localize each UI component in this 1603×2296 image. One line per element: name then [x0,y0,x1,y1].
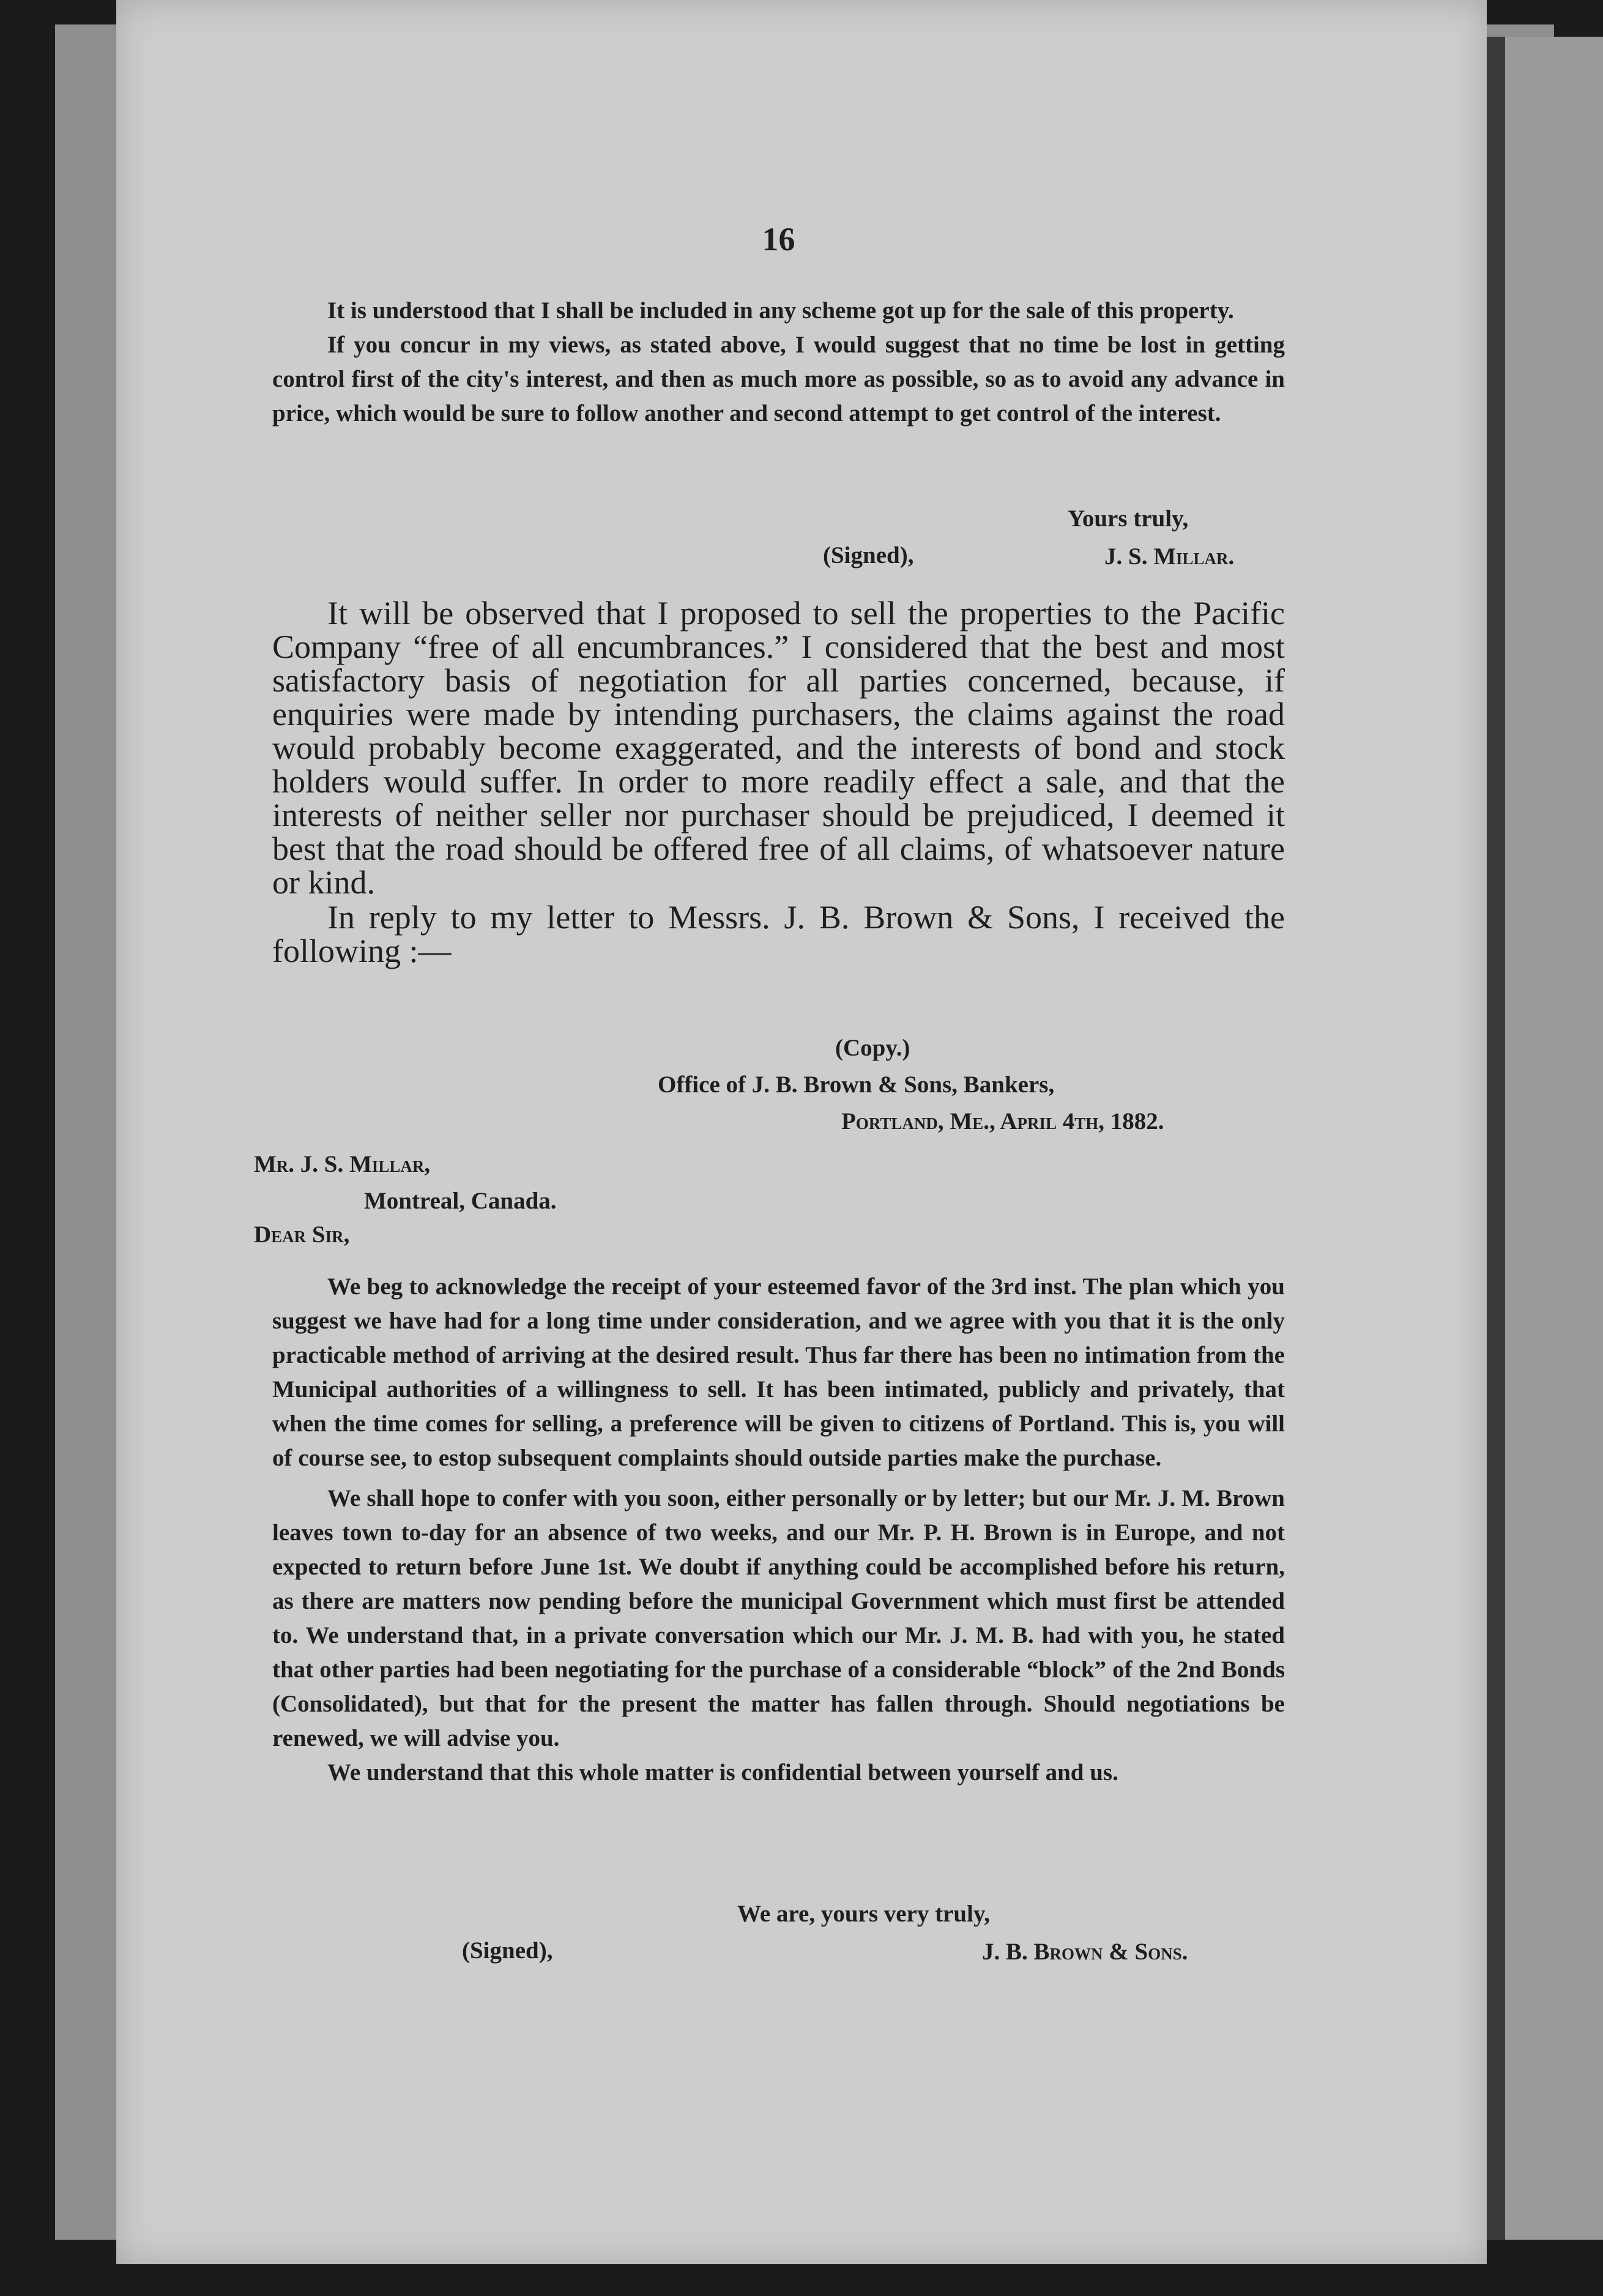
brown-paragraph-1: We beg to acknowledge the receipt of your esteemed favor of the 3rd inst. The plan which you suggest we have had for a long time under consideration, and we agree with you that it is the only practicable method of arriving at the desired result. Thus far there has been no intimation from the Municipal authorities of a willingness to sell. It has been intimated, publicly and privately, that when the time comes for selling, a preference will be given to citizens of Portland. This is, you will of course see, to estop subsequent complaints should outside parties make the purchase. [272,1273,1285,1471]
narrative [272,597,1285,968]
millar-signature: J. S. Millar. [1104,543,1235,570]
address: Montreal, Canada. [364,1188,557,1214]
millar-closing: Yours truly, [1068,505,1189,532]
copy-label: (Copy.) [835,1035,910,1061]
brown-paragraph-3: We understand that this whole matter is confidential between yourself and us. [327,1759,1118,1786]
brown-paragraph-2: We shall hope to confer with you soon, either personally or by letter; but our Mr. J. M. Brown leaves town to-day for an absence of two weeks, and our Mr. P. H. Brown is in Europe, and not expected to return before June 1st. We doubt if anything could be accomplished before his return, as there are matters now pending before the municipal Government which must first be attended to. We understand that, in a private conversation which our Mr. J. M. B. had with you, he stated that other parties had been negotiating for the purchase of a considerable “block” of the 2nd Bonds (Consolidated), but that for the present the matter has fallen through. Should negotiations be renewed, we will advise you. [272,1485,1285,1751]
millar-paragraph-1: It is understood that I shall be included in any scheme got up for the sale of this property. [327,297,1234,324]
document-page [116,0,1487,2264]
office-line: Office of J. B. Brown & Sons, Bankers, [658,1072,1055,1098]
binding-gutter [1487,37,1505,2240]
brown-letter-body [272,1270,1285,1790]
brown-signed: (Signed), [462,1937,553,1964]
page-number: 16 [762,221,795,258]
adjacent-page-edge [1505,37,1603,2240]
brown-signature: J. B. Brown & Sons. [982,1939,1188,1965]
brown-closing: We are, yours very truly, [737,1901,991,1927]
place-date: Portland, Me., April 4th, 1882. [841,1108,1164,1135]
millar-signed: (Signed), [823,542,914,568]
narrative-paragraph-2: In reply to my letter to Messrs. J. B. Brown & Sons, I received the following :— [272,899,1285,969]
millar-letter [272,294,1285,431]
addressee: Mr. J. S. Millar, [254,1151,431,1177]
narrative-paragraph-1: It will be observed that I proposed to sell the properties to the Pacific Company “free of all encumbrances.” I considered that the best and most satisfactory basis of negotiation for all parties concerned, because, if enquiries were made by intending purchasers, the claims against the road would probably become exaggerated, and the interests of bond and stock holders would suffer. In order to more readily effect a sale, and that the interests of neither seller nor purchaser should be prejudiced, I deemed it best that the road should be offered free of all claims, of whatsoever nature or kind. [272,595,1285,901]
salutation: Dear Sir, [254,1221,350,1248]
millar-paragraph-2: If you concur in my views, as stated above, I would suggest that no time be lost in getting control first of the city's interest, and then as much more as possible, so as to avoid any advance in price, which would be sure to follow another and second attempt to get control of the interest. [272,332,1285,427]
